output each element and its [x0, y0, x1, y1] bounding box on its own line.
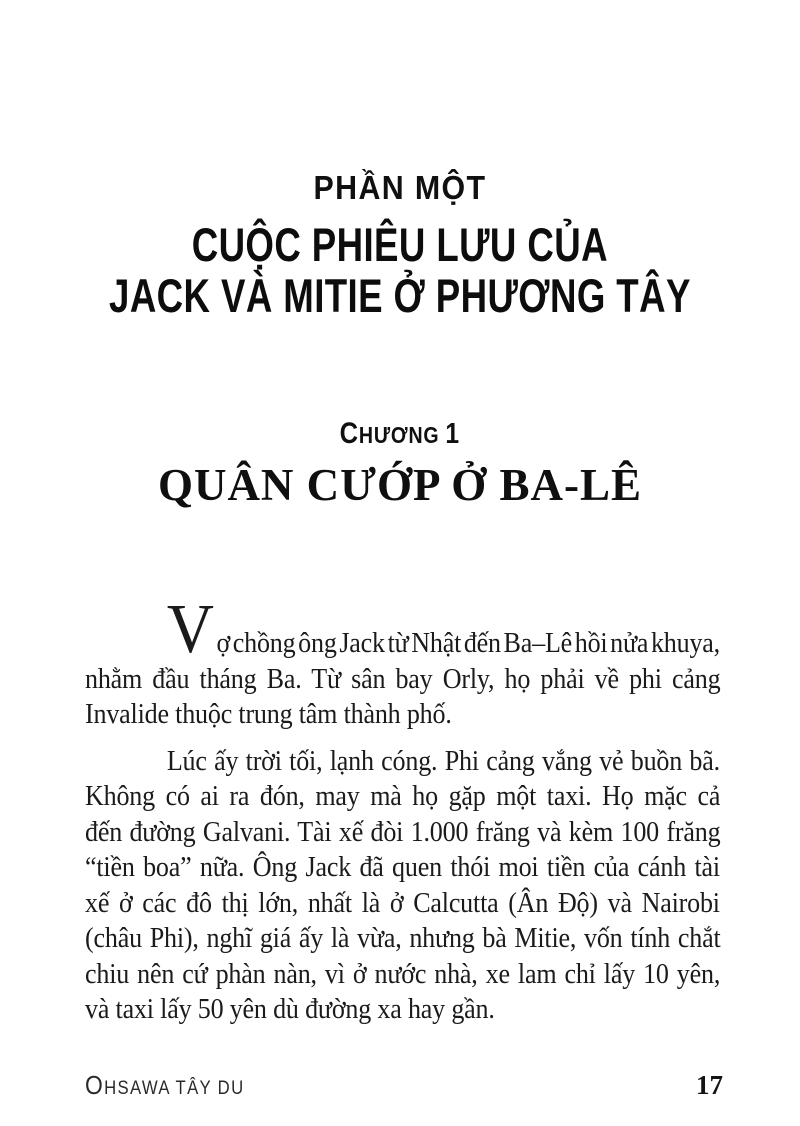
running-title-rest: HSAWA TÂY DU [104, 1078, 245, 1099]
text-line [85, 697, 720, 733]
text-line [85, 779, 720, 815]
part-title [0, 219, 800, 321]
text-line [85, 815, 720, 851]
text-line-content: (châu Phi), nghĩ giá ấy là vừa, nhưng bà Mitie, vốn tính chắt [85, 923, 721, 954]
running-book-title-text [85, 1070, 244, 1101]
text-line [85, 744, 720, 780]
chapter-title: QUÂN CƯỚP Ở BA-LÊ [157, 460, 643, 510]
paragraph [85, 591, 721, 733]
chapter-label-rest: HƯƠNG [359, 422, 440, 448]
part-title-line-1: CUỘC PHIÊU LƯU CỦA [191, 218, 609, 271]
text-line-content: nhằm đầu tháng Ba. Từ sân bay Orly, họ phải về phi cảng [85, 663, 721, 695]
chapter-label [0, 418, 800, 451]
paragraph [85, 744, 720, 1028]
text-line [85, 921, 720, 957]
part-label-text: PHẦN MỘT [313, 169, 487, 206]
text-line-content: Lúc ấy trời tối, lạnh cóng. Phi cảng vắng vẻ buồn bã. [166, 745, 720, 777]
text-line-content: Không có ai ra đón, may mà họ gặp một taxi. Họ mặc cả [85, 781, 721, 812]
text-line [85, 850, 720, 886]
body-text [85, 591, 721, 1028]
text-line [85, 886, 720, 922]
text-line-content: đến đường Galvani. Tài xế đòi 1.000 frăng và kèm 100 frăng [85, 816, 721, 848]
text-line-content: và taxi lấy 50 yên dù đường xa hay gần. [85, 994, 495, 1025]
text-line [85, 992, 720, 1028]
drop-cap: V [166, 591, 214, 668]
chapter-number: 1 [445, 418, 461, 450]
text-line [85, 957, 720, 993]
text-line-content: “tiền boa” nữa. Ông Jack đã quen thói moi tiền của cánh tài [85, 852, 720, 883]
text-line-content: Invalide thuộc trung tâm thành phố. [85, 699, 452, 730]
running-book-title [85, 1070, 266, 1101]
text-line [85, 662, 720, 698]
chapter-label-text [340, 418, 460, 451]
part-title-line-2: JACK VÀ MITIE Ở PHƯƠNG TÂY [109, 269, 691, 322]
part-label [0, 169, 800, 206]
text-line-content: chiu nên cứ phàn nàn, vì ở nước nhà, xe lam chỉ lấy 10 yên, [85, 958, 721, 990]
text-line-content: xế ở các đô thị lớn, nhất là ở Calcutta (Ân Độ) và Nairobi [85, 887, 720, 919]
page-number: 17 [696, 1070, 723, 1100]
chapter-label-initial: C [339, 417, 360, 450]
running-title-initial: O [85, 1070, 105, 1100]
page-footer [85, 1070, 723, 1101]
text-line [85, 591, 721, 668]
text-line-content: Vợ chồng ông Jack từ Nhật đến Ba–Lê hồi nửa khuya, [166, 591, 721, 668]
